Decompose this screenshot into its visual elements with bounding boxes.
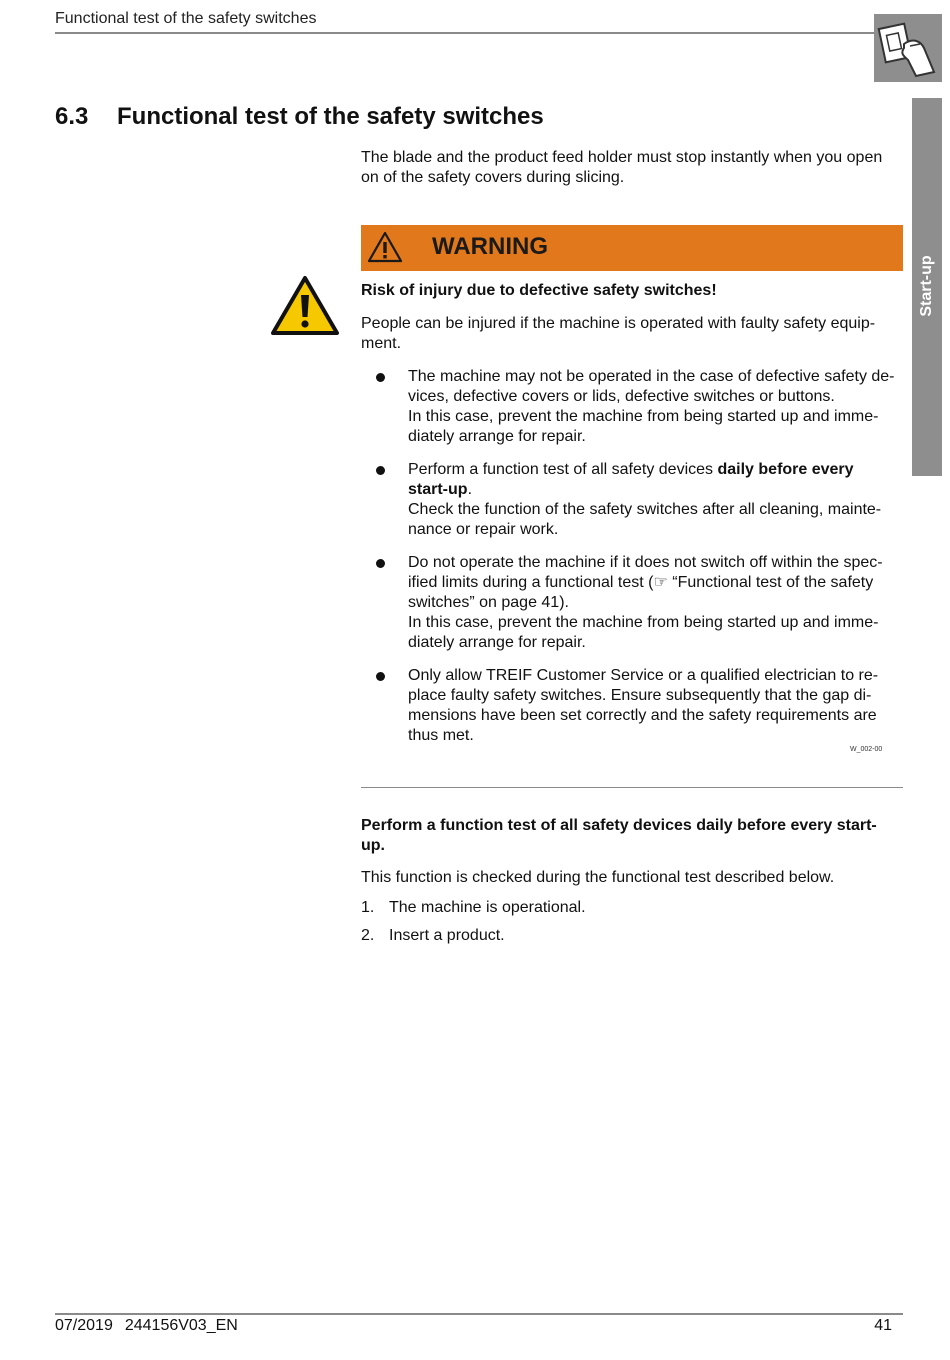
- header-divider: [55, 32, 877, 34]
- cross-reference-link[interactable]: “Functional test of the safety: [667, 574, 874, 591]
- chapter-tab: [912, 98, 942, 476]
- bullet-dot: [376, 559, 385, 568]
- bullet-dot: [376, 373, 385, 382]
- bullet-line: In this case, prevent the machine from being started up and imme-: [408, 614, 879, 631]
- bullet-line: vices, defective covers or lids, defective switches or buttons.: [408, 388, 835, 405]
- chapter-tab-label: Start-up: [918, 255, 935, 317]
- bullet-line: [408, 460, 903, 480]
- step-text: Insert a product.: [389, 927, 505, 944]
- bullet-line: place faulty safety switches. Ensure subsequently that the gap di-: [408, 687, 872, 704]
- bullet-dot: [376, 466, 385, 475]
- warning-signal-word: WARNING: [432, 233, 548, 260]
- procedure-intro: This function is checked during the functional test described below.: [361, 869, 835, 886]
- warning-text-line: People can be injured if the machine is operated with faulty safety equip-: [361, 315, 876, 332]
- bullet-emphasis: start-up: [408, 481, 468, 498]
- bullet-line: Check the function of the safety switches after all cleaning, mainte-: [408, 501, 882, 518]
- warning-reference-code: W_002-00: [850, 746, 883, 753]
- bullet-line: The machine may not be operated in the case of defective safety de-: [408, 368, 895, 385]
- warning-text: [361, 314, 903, 354]
- intro-line: The blade and the product feed holder must stop instantly when you open: [361, 149, 883, 166]
- warning-heading: Risk of injury due to defective safety switches!: [361, 282, 717, 299]
- pointing-hand-icon: ☞: [653, 574, 668, 591]
- procedure-heading: [361, 816, 903, 856]
- hand-switch-icon: [874, 14, 942, 82]
- list-item: [361, 666, 903, 746]
- bullet-line: mensions have been set correctly and the safety requirements are: [408, 707, 877, 724]
- warning-text-line: ment.: [361, 335, 402, 352]
- bullet-line: Do not operate the machine if it does not switch off within the spec-: [408, 554, 883, 571]
- list-item: [361, 367, 903, 447]
- step-number: 1.: [361, 899, 375, 916]
- bullet-dot: [376, 672, 385, 681]
- intro-line: on of the safety covers during slicing.: [361, 169, 625, 186]
- bullet-line: thus met.: [408, 727, 474, 744]
- bullet-line: diately arrange for repair.: [408, 428, 586, 445]
- page-number: 41: [874, 1317, 892, 1334]
- warning-triangle-icon: [367, 231, 403, 263]
- procedure-heading-line: up.: [361, 837, 385, 854]
- running-header: Functional test of the safety switches: [55, 10, 317, 27]
- cross-reference-link[interactable]: switches” on page 41).: [408, 594, 569, 611]
- hazard-sign-icon: [270, 275, 340, 342]
- bullet-line: Only allow TREIF Customer Service or a qualified electrician to re-: [408, 667, 879, 684]
- bullet-text: ified limits during a functional test (: [408, 574, 654, 591]
- list-item: [361, 460, 903, 540]
- intro-paragraph: [361, 148, 903, 188]
- list-item: [361, 553, 903, 653]
- step-text: The machine is operational.: [389, 899, 586, 916]
- bullet-text: Perform a function test of all safety devices: [408, 461, 718, 478]
- footer-info: [55, 1317, 238, 1335]
- footer-divider: [55, 1313, 903, 1315]
- bullet-line: diately arrange for repair.: [408, 634, 586, 651]
- warning-bullet-list: [361, 367, 903, 759]
- section-title: Functional test of the safety switches: [117, 103, 544, 130]
- step-item: [361, 926, 903, 946]
- bullet-emphasis: daily before every: [717, 461, 854, 478]
- bullet-line: In this case, prevent the machine from being started up and imme-: [408, 408, 879, 425]
- step-number: 2.: [361, 927, 375, 944]
- section-number: 6.3: [55, 103, 89, 130]
- warning-end-divider: [361, 787, 903, 788]
- section-heading: [55, 103, 544, 131]
- bullet-line: [408, 480, 903, 500]
- bullet-line: [408, 573, 903, 593]
- step-item: [361, 898, 903, 918]
- procedure-heading-line: Perform a function test of all safety devices daily before every start-: [361, 817, 877, 834]
- bullet-text: .: [467, 481, 473, 498]
- footer-document-id: 244156V03_EN: [124, 1317, 238, 1334]
- footer-date: 07/2019: [55, 1317, 113, 1334]
- warning-banner: [361, 225, 903, 271]
- bullet-line: nance or repair work.: [408, 521, 559, 538]
- procedure-steps: [361, 898, 903, 954]
